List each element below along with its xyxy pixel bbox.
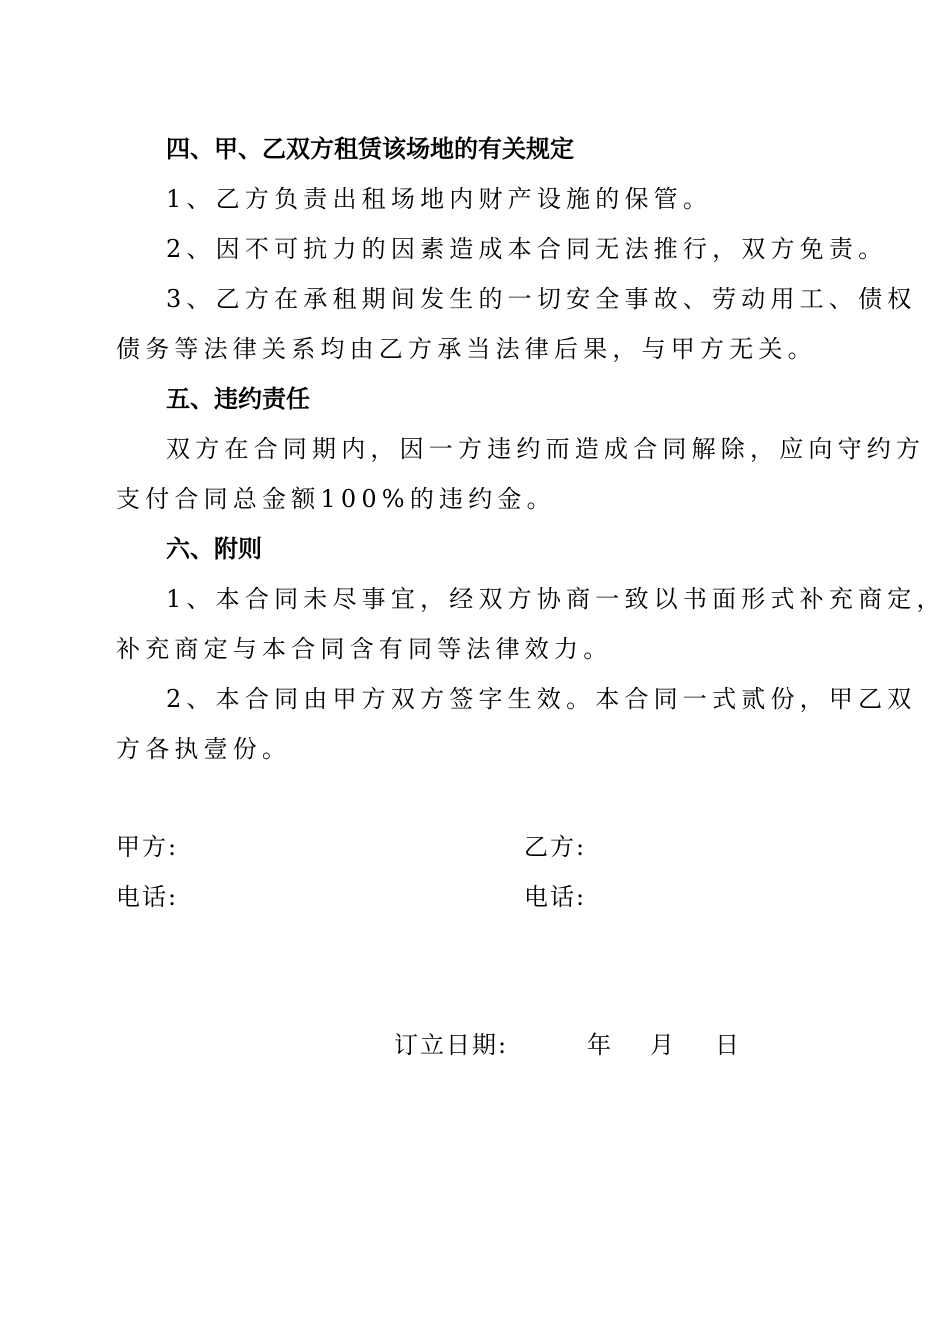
section4-item3-line2: 债务等法律关系均由乙方承当法律后果，与甲方无关。 <box>116 335 817 363</box>
section5-para-line2: 支付合同总金额100%的违约金。 <box>116 485 556 513</box>
section6-item1-line2: 补充商定与本合同含有同等法律效力。 <box>116 635 613 663</box>
date-day: 日 <box>715 1031 739 1059</box>
date-year: 年 <box>587 1031 611 1059</box>
party-b-label: 乙方: <box>524 833 587 861</box>
section5-para-line1: 双方在合同期内，因一方违约而造成合同解除，应向守约方 <box>166 435 926 463</box>
section4-item3-line1: 3、乙方在承租期间发生的一切安全事故、劳动用工、债权 <box>166 285 917 313</box>
section6-item1-line1: 1、本合同未尽事宜，经双方协商一致以书面形式补充商定， <box>166 585 946 613</box>
section6-item2-line1: 2、本合同由甲方双方签字生效。本合同一式贰份，甲乙双 <box>166 685 917 713</box>
phone-a-label: 电话: <box>116 883 179 911</box>
date-label: 订立日期: <box>394 1031 509 1059</box>
section5-heading: 五、违约责任 <box>166 385 310 413</box>
party-a-label: 甲方: <box>116 833 179 861</box>
section6-item2-line2: 方各执壹份。 <box>116 735 292 763</box>
date-month: 月 <box>650 1031 674 1059</box>
section4-item1: 1、乙方负责出租场地内财产设施的保管。 <box>166 185 713 213</box>
section4-heading: 四、甲、乙双方租赁该场地的有关规定 <box>166 135 574 163</box>
phone-b-label: 电话: <box>524 883 587 911</box>
section4-item2: 2、因不可抗力的因素造成本合同无法推行，双方免责。 <box>166 235 888 263</box>
section6-heading: 六、附则 <box>166 535 262 563</box>
